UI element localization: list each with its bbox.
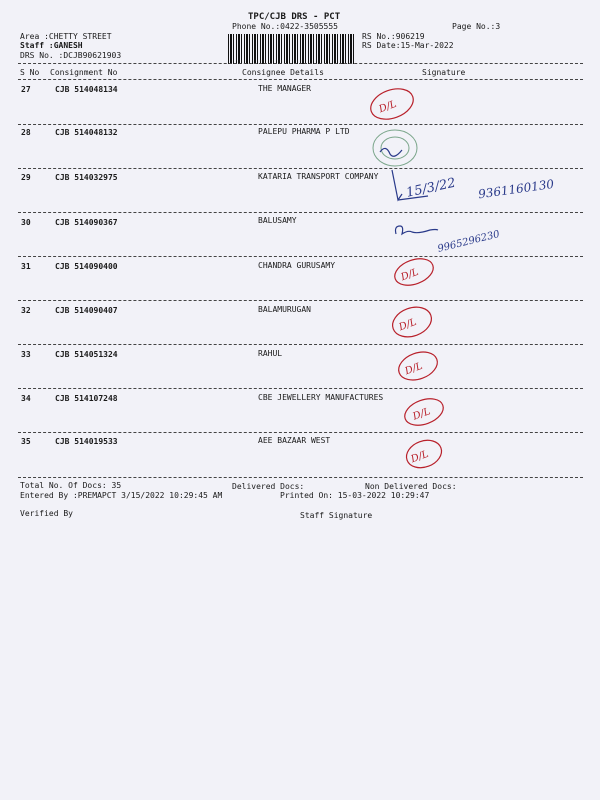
rs-number: RS No.:906219 xyxy=(362,32,425,41)
signature-row-30 xyxy=(396,226,502,255)
row-consignee: KATARIA TRANSPORT COMPANY xyxy=(258,172,379,181)
column-header-consignment: Consignment No xyxy=(50,68,118,77)
row-consignment: CJB 514090367 xyxy=(55,218,118,227)
row-consignee: CHANDRA GURUSAMY xyxy=(258,261,336,270)
barcode xyxy=(228,34,356,64)
staff-label: Staff :GANESH xyxy=(20,41,83,50)
row-sno: 28 xyxy=(21,128,31,137)
divider xyxy=(18,79,583,80)
stamp-text: D/L xyxy=(377,98,399,116)
row-sno: 30 xyxy=(21,218,31,227)
row-consignee: BALAMURUGAN xyxy=(258,305,311,314)
row-consignee: PALEPU PHARMA P LTD xyxy=(258,127,350,136)
sheet-title: TPC/CJB DRS - PCT xyxy=(248,12,341,22)
row-divider xyxy=(18,432,583,433)
row-divider xyxy=(18,212,583,213)
row-consignee: BALUSAMY xyxy=(258,216,297,225)
row-divider xyxy=(18,300,583,301)
total-docs: Total No. Of Docs: 35 xyxy=(20,481,122,490)
svg-text:D/L: D/L xyxy=(399,266,421,284)
row-sno: 29 xyxy=(21,173,31,182)
delivery-stamp-mark xyxy=(403,436,446,473)
row-consignment: CJB 514048132 xyxy=(55,128,118,137)
svg-text:D/L: D/L xyxy=(411,406,433,423)
row-consignment: CJB 514032975 xyxy=(55,173,118,182)
page-number: Page No.:3 xyxy=(452,22,501,31)
phone-handwriting-b: 9965296230 xyxy=(436,228,501,255)
row-consignee: RAHUL xyxy=(258,349,283,358)
date-handwriting xyxy=(392,170,457,201)
company-stamp xyxy=(373,130,417,166)
verified-by: Verified By xyxy=(20,509,73,518)
row-divider xyxy=(18,124,583,125)
row-sno: 31 xyxy=(21,262,31,271)
row-consignment: CJB 514107248 xyxy=(55,394,118,403)
column-header-signature: Signature xyxy=(422,68,466,77)
column-header-consignee: Consignee Details xyxy=(242,68,324,77)
row-consignee: AEE BAZAAR WEST xyxy=(258,436,331,445)
delivery-stamp-mark xyxy=(391,254,437,290)
row-consignee: CBE JEWELLERY MANUFACTURES xyxy=(258,393,384,402)
drs-number: DRS No. :DCJB90621903 xyxy=(20,51,122,60)
row-sno: 34 xyxy=(21,394,31,403)
date-text: 15/3/22 xyxy=(404,175,457,201)
delivered-docs: Delivered Docs: xyxy=(232,482,305,491)
row-divider xyxy=(18,168,583,169)
row-divider xyxy=(18,388,583,389)
svg-text:D/L: D/L xyxy=(403,360,425,378)
non-delivered-docs: Non Delivered Docs: xyxy=(365,482,457,491)
row-sno: 35 xyxy=(21,437,31,446)
row-consignment: CJB 514019533 xyxy=(55,437,118,446)
row-sno: 32 xyxy=(21,306,31,315)
svg-text:D/L: D/L xyxy=(397,316,419,334)
row-divider xyxy=(18,256,583,257)
delivery-stamp-mark xyxy=(395,347,441,385)
phone-handwriting-a: 9361160130 xyxy=(477,176,555,202)
divider xyxy=(18,63,583,64)
rs-date: RS Date:15-Mar-2022 xyxy=(362,41,454,50)
delivery-stamp-mark xyxy=(388,302,435,342)
delivery-stamp-mark xyxy=(367,83,418,124)
divider xyxy=(18,477,583,478)
staff-signature: Staff Signature xyxy=(300,511,373,520)
row-consignment: CJB 514090400 xyxy=(55,262,118,271)
column-header-sno: S No xyxy=(20,68,40,77)
row-consignment: CJB 514048134 xyxy=(55,85,118,94)
row-consignment: CJB 514090407 xyxy=(55,306,118,315)
row-consignment: CJB 514051324 xyxy=(55,350,118,359)
row-consignee: THE MANAGER xyxy=(258,84,311,93)
row-sno: 27 xyxy=(21,85,31,94)
row-divider xyxy=(18,344,583,345)
phone-number: Phone No.:0422-3505555 xyxy=(232,22,338,31)
delivery-stamp-mark xyxy=(401,394,447,430)
entered-by: Entered By :PREMAPCT 3/15/2022 10:29:45 AM xyxy=(20,491,223,500)
row-sno: 33 xyxy=(21,350,31,359)
printed-on: Printed On: 15-03-2022 10:29:47 xyxy=(280,491,430,500)
svg-text:D/L: D/L xyxy=(409,448,431,466)
area-label: Area :CHETTY STREET xyxy=(20,32,112,41)
